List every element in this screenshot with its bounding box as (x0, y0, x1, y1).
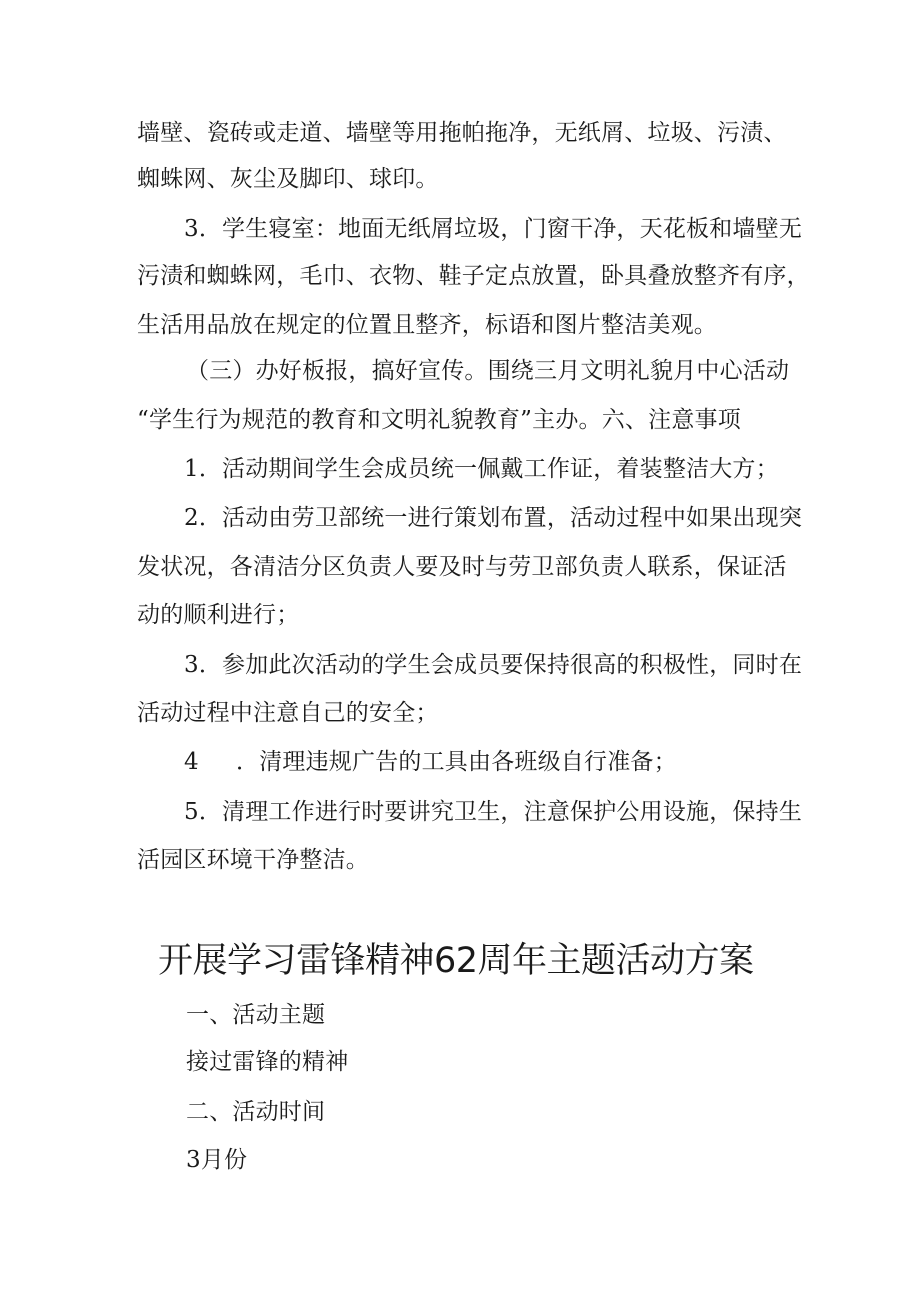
body-line: 3．学生寝室：地面无纸屑垃圾，门窗干净，天花板和墙壁无 (184, 216, 803, 242)
body-line: 动的顺利进行； (137, 602, 300, 628)
body-line: 1．活动期间学生会成员统一佩戴工作证，着装整洁大方； (184, 456, 779, 482)
section-heading: 二、活动时间 (186, 1099, 326, 1125)
body-line: 发状况，各清洁分区负责人要及时与劳卫部负责人联系，保证活 (137, 554, 787, 580)
section-text: 接过雷锋的精神 (186, 1049, 349, 1075)
body-line: 2．活动由劳卫部统一进行策划布置，活动过程中如果出现突 (184, 505, 803, 531)
section-heading: 一、活动主题 (186, 1002, 326, 1028)
body-line: 墙壁、瓷砖或走道、墙壁等用拖帕拖净，无纸屑、垃圾、污渍、 (137, 120, 787, 146)
body-line: 蜘蛛网、灰尘及脚印、球印。 (137, 166, 439, 192)
section-text: 3月份 (186, 1147, 248, 1173)
body-line: 污渍和蜘蛛网，毛巾、衣物、鞋子定点放置，卧具叠放整齐有序， (137, 263, 810, 289)
body-line: 活动过程中注意自己的安全； (137, 700, 439, 726)
body-line: ．清理违规广告的工具由各班级自行准备； (236, 749, 677, 775)
list-number: 4 (184, 749, 199, 775)
body-line: 5．清理工作进行时要讲究卫生，注意保护公用设施，保持生 (184, 799, 803, 825)
body-line: “学生行为规范的教育和文明礼貌教育”主办。六、注意事项 (137, 407, 741, 433)
document-title: 开展学习雷锋精神62周年主题活动方案 (158, 941, 754, 981)
body-line: 活园区环境干净整洁。 (137, 847, 369, 873)
body-line: 3．参加此次活动的学生会成员要保持很高的积极性，同时在 (184, 652, 803, 678)
body-line: （三）办好板报，搞好宣传。围绕三月文明礼貌月中心活动 (186, 358, 790, 384)
body-line: 生活用品放在规定的位置且整齐，标语和图片整洁美观。 (137, 312, 717, 338)
